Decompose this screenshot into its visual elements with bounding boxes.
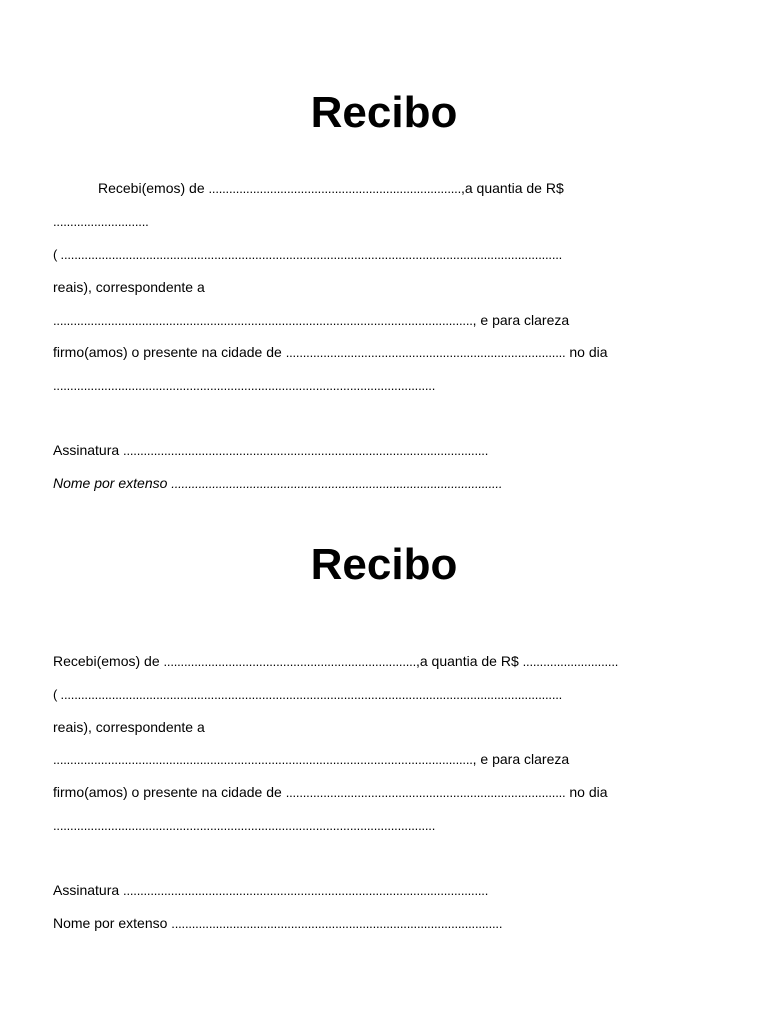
receipt-1-corresponding-line: reais), correspondente a (53, 279, 205, 295)
amount-words-blank[interactable]: ( ................................................................................................................................................... (53, 687, 563, 702)
amount-words-blank[interactable]: ( ................................................................................................................................................... (53, 247, 563, 262)
amount-value-blank[interactable]: ............................ (53, 214, 149, 229)
amount-label: ,a quantia de R$ (415, 653, 519, 669)
receipt-1-date-line[interactable] (53, 376, 435, 395)
receipt-2-signature-line (53, 881, 488, 900)
receipt-2-amount-words-line[interactable] (53, 685, 562, 704)
name-blank[interactable]: ................................................................................................. (171, 916, 503, 931)
payer-name-blank[interactable]: .......................................................................... (163, 654, 416, 669)
amount-value-blank[interactable]: ............................ (522, 654, 619, 669)
clarity-label: , e para clareza (472, 751, 570, 767)
receipt-2-purpose-line (53, 750, 569, 769)
purpose-blank[interactable]: ........................................................................................................................... (53, 752, 473, 767)
name-label: Nome por extenso (53, 475, 168, 491)
receipt-2-date-line[interactable] (53, 816, 435, 835)
city-label: firmo(amos) o presente na cidade de (53, 784, 282, 800)
received-from-label: Recebi(emos) de (53, 653, 160, 669)
name-blank[interactable]: ................................................................................................. (171, 476, 503, 491)
signature-blank[interactable]: ........................................................................................................... (123, 443, 489, 458)
receipt-1-amount-words-line[interactable] (53, 245, 562, 264)
clarity-label: , e para clareza (472, 312, 570, 328)
receipt-1-purpose-line (53, 311, 569, 330)
receipt-2-received-from-line (53, 652, 618, 671)
date-blank[interactable]: ................................................................................................................ (53, 818, 436, 833)
payer-name-blank[interactable]: .......................................................................... (208, 181, 461, 196)
signature-blank[interactable]: ........................................................................................................... (123, 883, 489, 898)
amount-label: ,a quantia de R$ (460, 180, 564, 196)
city-blank[interactable]: .................................................................................. (285, 345, 566, 360)
city-label: firmo(amos) o presente na cidade de (53, 344, 282, 360)
city-blank[interactable]: .................................................................................. (285, 785, 566, 800)
purpose-blank[interactable]: ........................................................................................................................... (53, 313, 473, 328)
receipt-2-name-line (53, 914, 502, 933)
receipt-1-title: Recibo (310, 88, 458, 137)
signature-label: Assinatura (53, 882, 120, 898)
receipt-1-signature-line (53, 441, 488, 460)
receipt-1-received-from-line (98, 179, 564, 198)
receipt-2-corresponding-line: reais), correspondente a (53, 719, 205, 735)
receipt-2-title: Recibo (310, 540, 458, 589)
receipt-1-amount-blank[interactable] (53, 212, 149, 231)
signature-label: Assinatura (53, 442, 120, 458)
day-label: no dia (569, 344, 608, 360)
receipt-1-name-line (53, 474, 502, 493)
date-blank[interactable]: ................................................................................................................ (53, 378, 436, 393)
receipt-1-city-line (53, 343, 608, 362)
name-label: Nome por extenso (53, 915, 168, 931)
received-from-label: Recebi(emos) de (98, 180, 205, 196)
receipt-2-city-line (53, 783, 608, 802)
day-label: no dia (569, 784, 608, 800)
